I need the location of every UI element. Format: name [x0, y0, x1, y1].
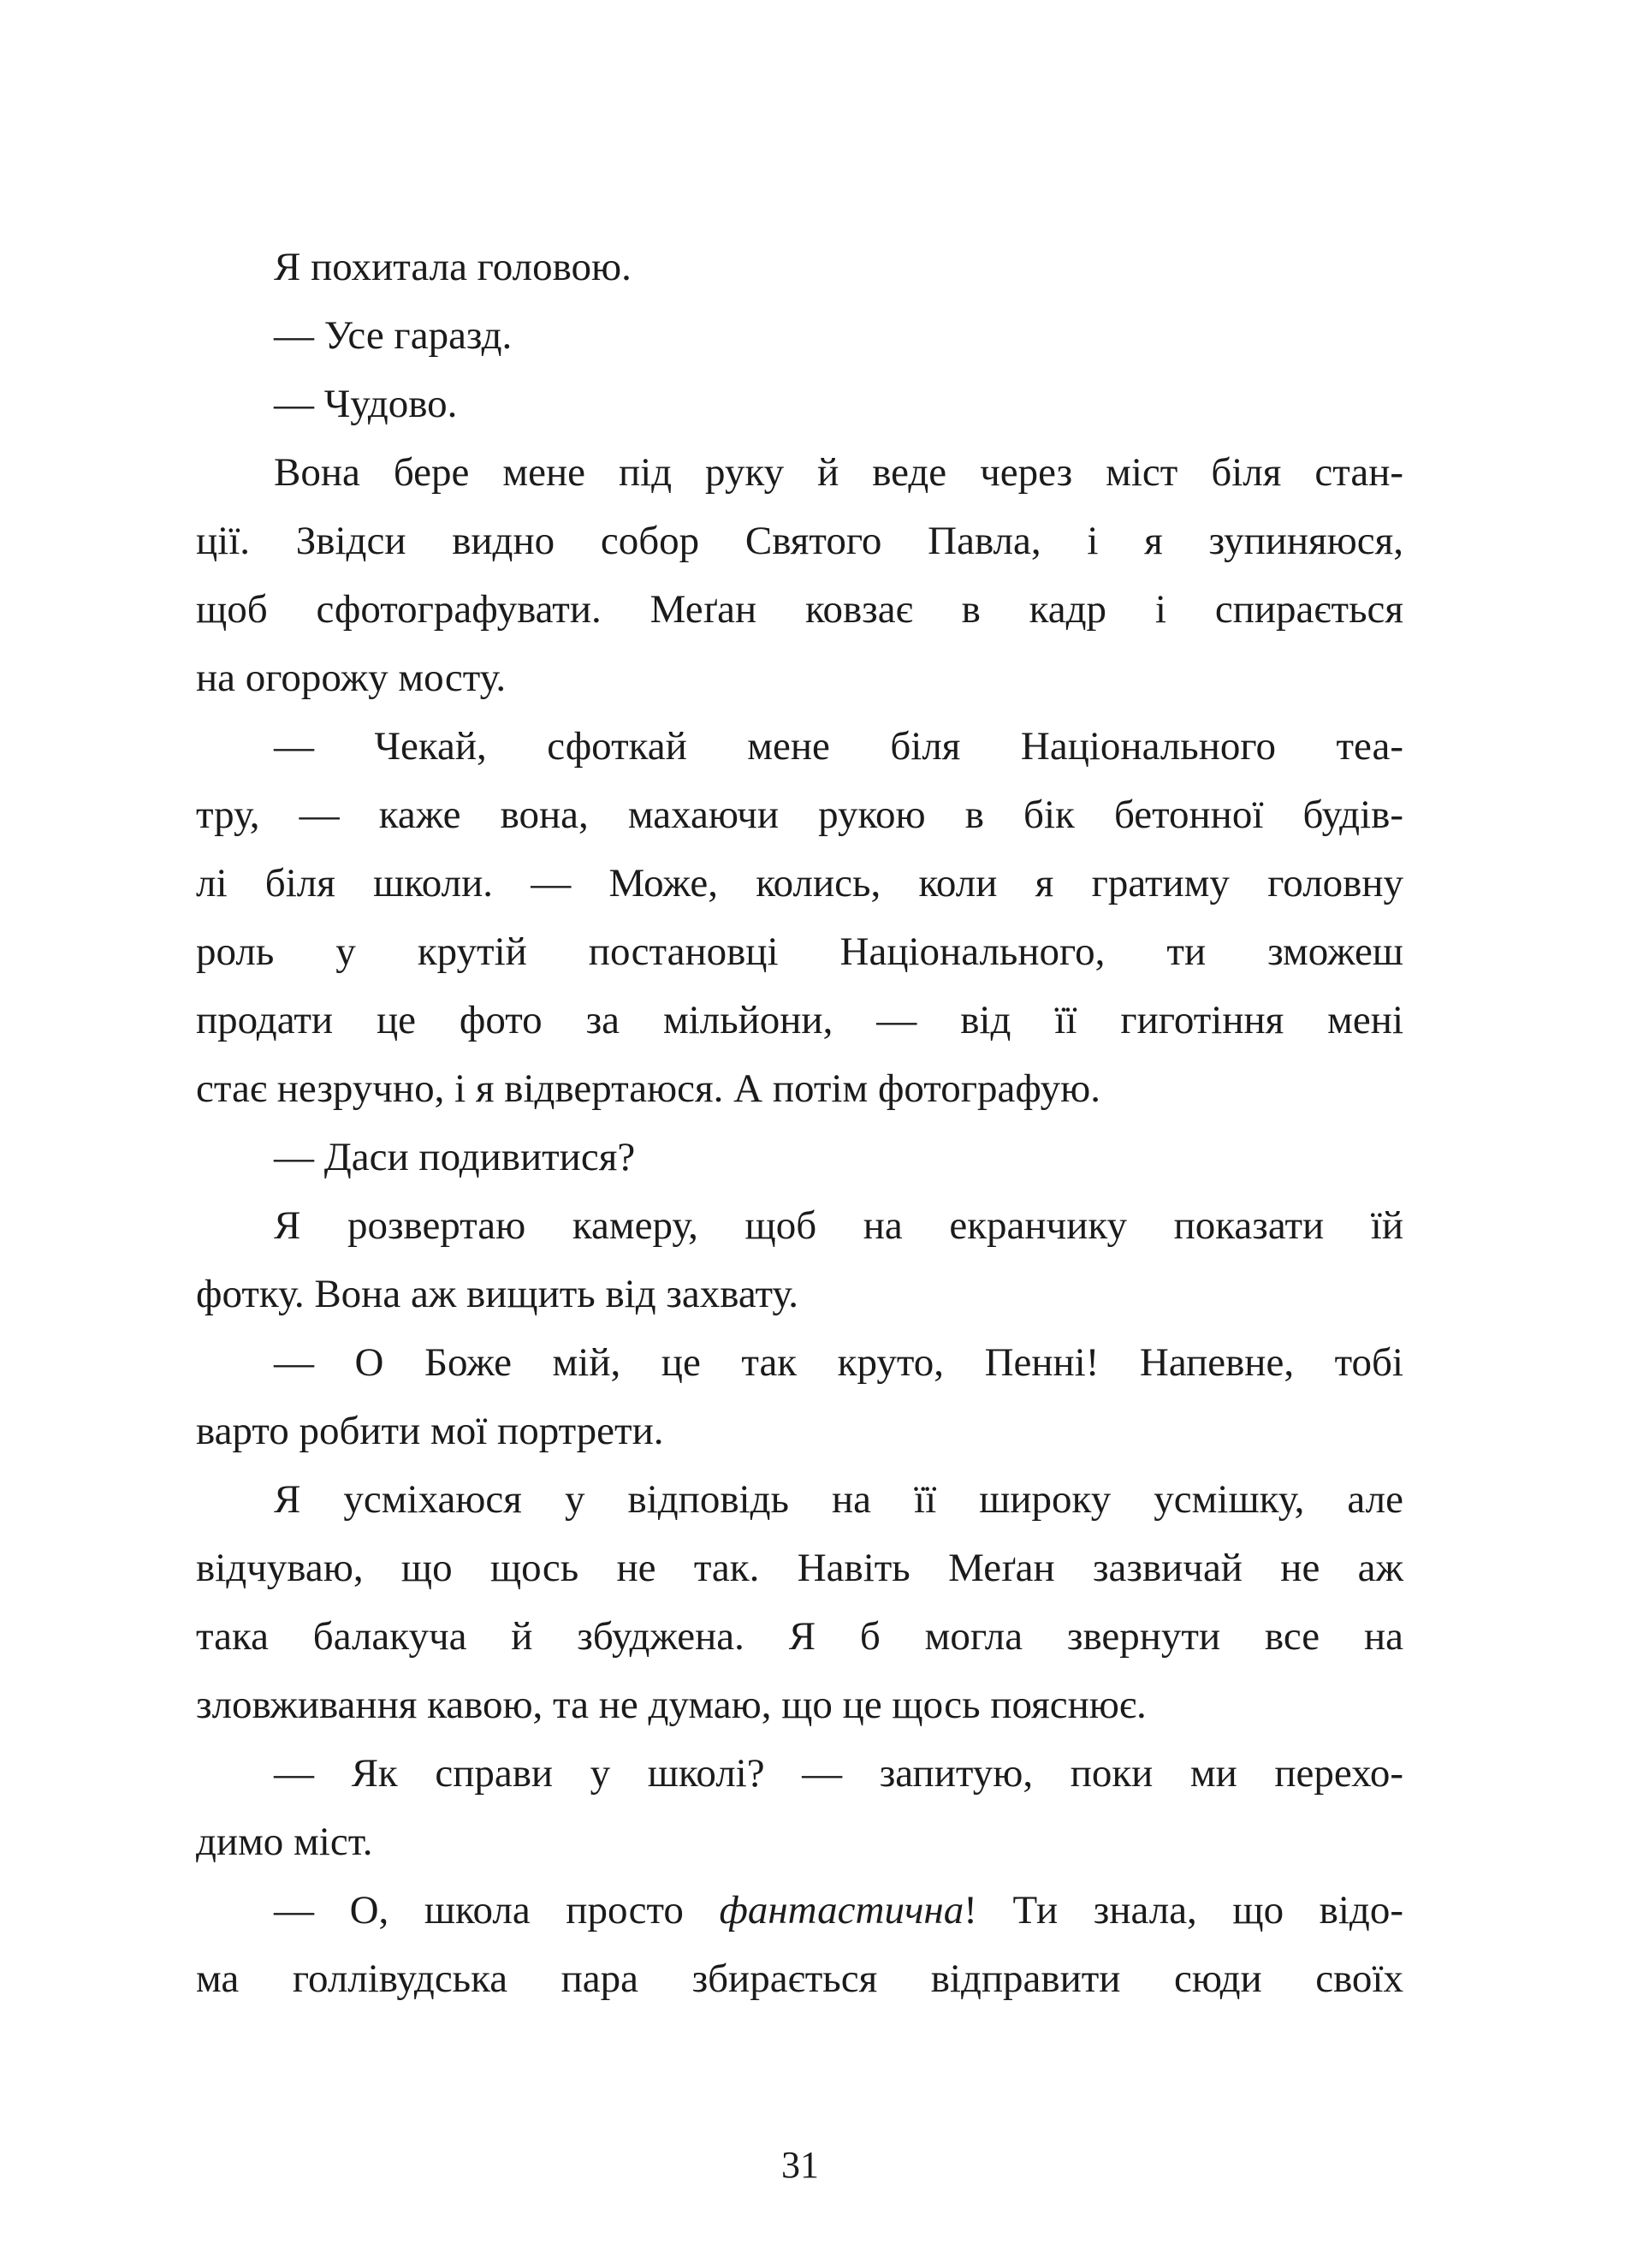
text-line: — Усе гаразд. [274, 313, 513, 358]
text-line: — О Боже мій, це так круто, Пенні! Напевне, тобі [274, 1340, 1403, 1385]
text-line: фотку. Вона аж вищить від захвату. [196, 1272, 798, 1316]
text-line: — Як справи у школі? — запитую, поки ми перехо- [274, 1751, 1403, 1796]
page-body-text [196, 233, 1403, 2013]
text-line: Я усміхаюся у відповідь на її широку усмішку, але [274, 1477, 1403, 1522]
page-number: 31 [781, 2144, 819, 2186]
text-line: тру, — каже вона, махаючи рукою в бік бетонної будів- [196, 793, 1403, 837]
text-line: ції. Звідси видно собор Святого Павла, і я зупиняюся, [196, 519, 1403, 563]
text-segment: ! Ти знала, що відо- [964, 1888, 1403, 1933]
text-line: ма голлівудська пара збирається відправити сюди своїх [196, 1956, 1403, 2001]
text-line: на огорожу мосту. [196, 656, 507, 700]
text-line: зловживання кавою, та не думаю, що це щось пояснює. [196, 1683, 1147, 1727]
text-line: продати це фото за мільйони, — від її гиготіння мені [196, 998, 1403, 1042]
text-line: така балакуча й збуджена. Я б могла звернути все на [196, 1614, 1403, 1659]
text-line: — Даси подивитися? [274, 1135, 636, 1179]
text-line: лі біля школи. — Може, колись, коли я гратиму головну [196, 861, 1403, 905]
text-line: щоб сфотографувати. Меґан ковзає в кадр і спирається [196, 587, 1403, 632]
text-line: димо міст. [196, 1820, 373, 1864]
text-line: роль у крутій постановці Національного, ти зможеш [196, 929, 1403, 974]
text-line: відчуваю, що щось не так. Навіть Меґан зазвичай не аж [196, 1546, 1403, 1590]
text-line: Я розвертаю камеру, щоб на екранчику показати їй [274, 1203, 1403, 1248]
text-line [196, 1876, 1403, 1944]
text-line: Я похитала головою. [274, 245, 632, 289]
text-line: — Чекай, сфоткай мене біля Національного теа- [274, 724, 1403, 769]
text-line: Вона бере мене під руку й веде через міст біля стан- [274, 450, 1403, 495]
text-line: стає незручно, і я відвертаюся. А потім фотографую. [196, 1066, 1100, 1111]
text-segment: — О, школа просто [274, 1888, 720, 1933]
italic-emphasis: фантастична [719, 1888, 964, 1933]
text-line: варто робити мої портрети. [196, 1409, 664, 1453]
text-line: — Чудово. [274, 382, 458, 426]
